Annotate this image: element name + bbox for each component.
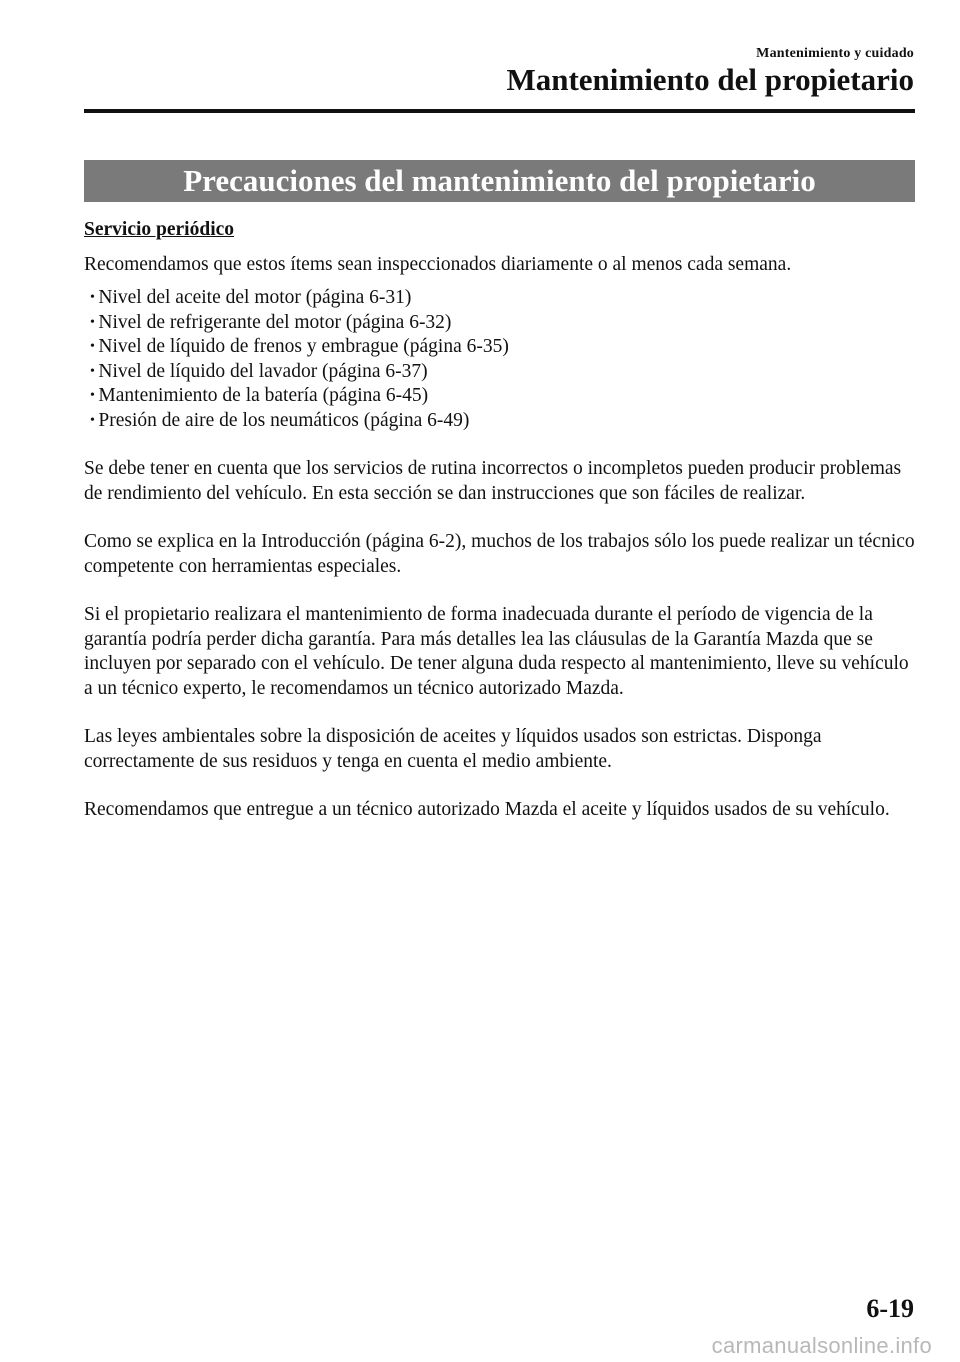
list-item: • Nivel de líquido del lavador (página 6-37) — [90, 360, 915, 385]
footer-watermark: carmanualsonline.info — [711, 1333, 932, 1358]
page-number: 6-19 — [866, 1294, 914, 1323]
subheading: Servicio periódico — [84, 219, 235, 240]
list-item: • Nivel del aceite del motor (página 6-31) — [90, 286, 915, 311]
inspection-list — [90, 286, 915, 433]
paragraph-warranty: Si el propietario realizara el mantenimiento de forma inadecuada durante el período de vigencia de la garantía podría perder dicha garantía. Para más detalles lea las cláusulas de la Garantía Mazda que se incluyen por separado con el vehículo. De tener alguna duda respecto al mantenimiento, lleve su vehículo a un técnico experto, le recomendamos un técnico autorizado Mazda. — [84, 604, 909, 699]
paragraph-introduction-reference: Como se explica en la Introducción (página 6-2), muchos de los trabajos sólo los puede realizar un técnico competente con herramientas especiales. — [84, 531, 915, 577]
header-divider — [84, 109, 915, 113]
section-header: Mantenimiento del propietario — [506, 62, 914, 97]
list-item: • Presión de aire de los neumáticos (página 6-49) — [90, 409, 915, 434]
paragraph-disposal: Recomendamos que entregue a un técnico autorizado Mazda el aceite y líquidos usados de su vehículo. — [84, 799, 890, 820]
list-item: • Nivel de refrigerante del motor (página 6-32) — [90, 311, 915, 336]
paragraph-environment: Las leyes ambientales sobre la disposición de aceites y líquidos usados son estrictas. Disponga correctamente de sus residuos y tenga en cuenta el medio ambiente. — [84, 726, 822, 772]
intro-paragraph: Recomendamos que estos ítems sean inspeccionados diariamente o al menos cada semana. — [84, 253, 792, 275]
list-item: • Mantenimiento de la batería (página 6-45) — [90, 384, 915, 409]
paragraph-routine-service: Se debe tener en cuenta que los servicios de rutina incorrectos o incompletos pueden producir problemas de rendimiento del vehículo. En esta sección se dan instrucciones que son fáciles de realizar. — [84, 458, 902, 504]
main-content — [84, 218, 915, 847]
page-title: Precauciones del mantenimiento del propietario — [84, 160, 915, 202]
chapter-header: Mantenimiento y cuidado — [756, 46, 914, 61]
list-item: • Nivel de líquido de frenos y embrague (página 6-35) — [90, 335, 915, 360]
